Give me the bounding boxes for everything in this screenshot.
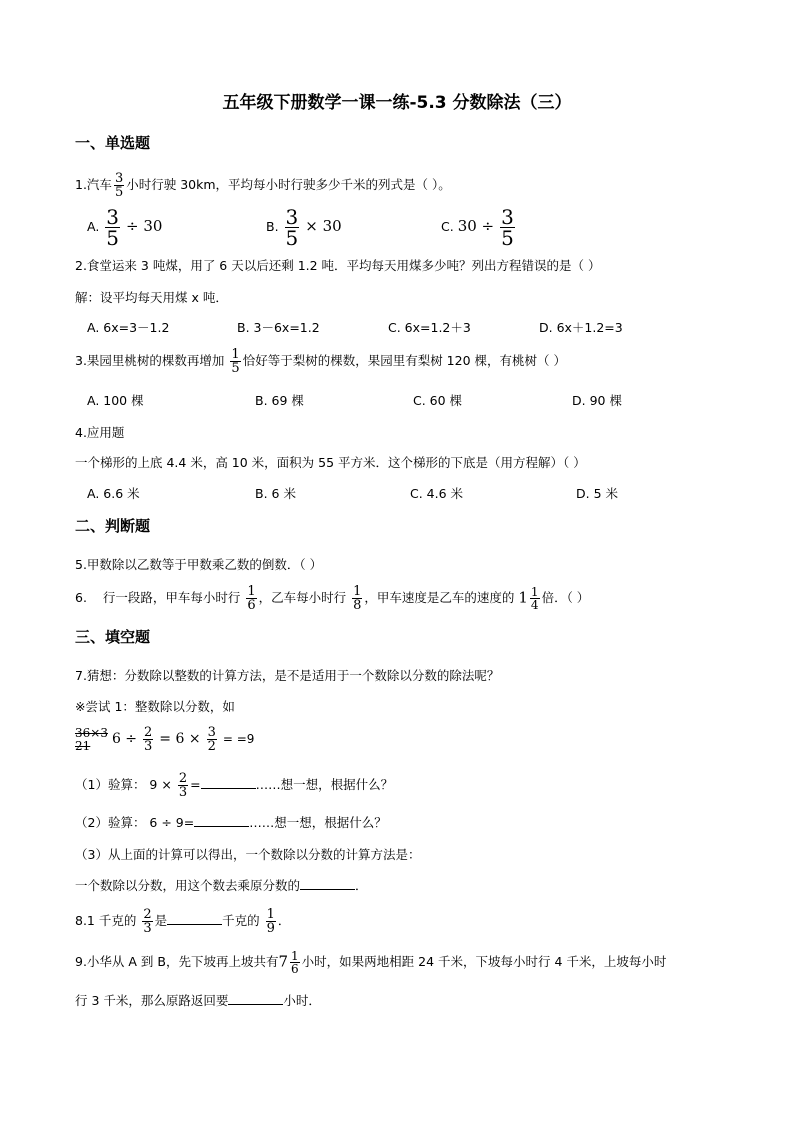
q1-option-b-fraction: $\frac{3}{5}$ (285, 205, 299, 250)
q7-check-1-equals: = (190, 777, 201, 792)
question-2-stem: 2.食堂运来 3 吨煤，用了 6 天以后还剩 1.2 吨．平均每天用煤多少吨？列出方程错误的是（ ） (75, 258, 601, 273)
q7-blank-2[interactable] (194, 814, 249, 827)
q9-line2-pre: 行 3 千米，那么原路返回要 (75, 993, 229, 1008)
q8-stem-post: ． (277, 913, 291, 928)
q2-option-b[interactable]: B. 3－6x=1.2 (237, 320, 320, 335)
q7-conclusion-fill (75, 876, 368, 894)
q3-option-c[interactable]: C. 60 棵 (413, 393, 463, 408)
q7-check-2-tail: ……想一想，根据什么？ (249, 815, 387, 830)
question-4-stem: 一个梯形的上底 4.4 米，高 10 米，面积为 55 平方米．这个梯形的下底是（用方程解）（ ） (75, 455, 586, 470)
q7-check-1-pre: （1）验算： 9 × (75, 777, 172, 792)
question-7-example (75, 726, 254, 753)
q1-option-b[interactable] (266, 207, 342, 248)
q7-fraction-2: $\frac{3}{2}$ (207, 725, 216, 754)
q7-conclusion-pre: 一个数除以分数，用这个数去乘原分数的 (75, 878, 301, 893)
question-4-head: 4.应用题 (75, 425, 125, 440)
q1-stem-pre: 1.汽车 (75, 177, 112, 192)
q1-option-b-label: B. (266, 219, 279, 234)
q8-fraction-2: $\frac{1}{9}$ (266, 907, 275, 936)
q1-option-a[interactable] (87, 207, 162, 248)
q3-stem-pre: 3.果园里桃树的棵数再增加 (75, 353, 225, 368)
question-5: 5.甲数除以乙数等于甲数乘乙数的倒数．（ ） (75, 557, 323, 572)
q6-mixed-number: 1 $\frac{1}{4}$ (518, 585, 539, 612)
q7-struck-stack: 36×3 21 (75, 725, 108, 753)
q3-option-b[interactable]: B. 69 棵 (255, 393, 304, 408)
q3-fraction: $\frac{1}{5}$ (231, 347, 240, 376)
q7-expr-1: 6 ÷ (111, 731, 138, 747)
q7-fraction-1: $\frac{2}{3}$ (144, 725, 153, 754)
q1-option-a-expr: ÷ 30 (126, 217, 163, 235)
q8-fraction-1: $\frac{2}{3}$ (143, 907, 152, 936)
question-7-try: ※尝试 1：整数除以分数，如 (75, 699, 235, 714)
q7-expr-2: = 6 × (159, 731, 201, 747)
q1-option-a-label: A. (87, 219, 100, 234)
q1-option-c-fraction: $\frac{3}{5}$ (501, 205, 514, 250)
q2-option-c[interactable]: C. 6x=1.2＋3 (388, 320, 471, 335)
q1-fraction: $\frac{3}{5}$ (114, 171, 124, 200)
q1-option-c-expr: 30 ÷ (457, 217, 495, 235)
section-heading-fill-blank: 三、填空题 (75, 628, 151, 646)
q7-check-2 (75, 813, 387, 831)
q7-check-1 (75, 772, 393, 799)
q7-conclusion-post: ． (355, 878, 368, 893)
q6-stem-post: 倍．（ ） (541, 590, 590, 605)
q8-stem-mid2: 千克的 (222, 913, 260, 928)
q8-stem-mid: 是 (154, 913, 168, 928)
question-2-solution: 解：设平均每天用煤 x 吨． (75, 290, 228, 305)
section-heading-true-false: 二、判断题 (75, 517, 151, 535)
q9-mixed-number: 7 $\frac{1}{6}$ (278, 949, 299, 976)
section-heading-single-choice: 一、单选题 (75, 134, 151, 152)
question-7-stem: 7.猜想：分数除以整数的计算方法，是不是适用于一个数除以分数的除法呢？ (75, 668, 500, 683)
q6-stem-mid2: ，甲车速度是乙车的速度的 (364, 590, 515, 605)
question-8 (75, 908, 290, 935)
question-6 (75, 585, 589, 612)
q6-stem-pre: 6. 行一段路，甲车每小时行 (75, 590, 241, 605)
q9-stem-post: 小时，如果两地相距 24 千米，下坡每小时行 4 千米，上坡每小时 (301, 954, 667, 969)
q7-expr-3: = =9 (222, 732, 255, 746)
q1-option-b-expr: × 30 (305, 217, 342, 235)
q9-stem-pre: 9.小华从 A 到 B，先下坡再上坡共有 (75, 954, 279, 969)
q3-stem-post: 恰好等于梨树的棵数，果园里有梨树 120 棵，有桃树（ ） (242, 353, 566, 368)
question-3 (75, 348, 566, 375)
q7-check-1-fraction: $\frac{2}{3}$ (178, 771, 188, 800)
question-9-line-2 (75, 991, 321, 1009)
q9-blank[interactable] (228, 992, 283, 1005)
question-9-line-1 (75, 950, 666, 975)
q4-option-a[interactable]: A. 6.6 米 (87, 486, 140, 501)
q3-option-d[interactable]: D. 90 棵 (572, 393, 622, 408)
q1-stem-post: 小时行驶 30km，平均每小时行驶多少千米的列式是（ ）。 (126, 177, 451, 192)
q7-check-1-tail: ……想一想，根据什么？ (255, 777, 394, 792)
q7-blank-1[interactable] (201, 776, 256, 789)
q6-fraction-1: $\frac{1}{6}$ (247, 584, 256, 613)
q4-option-b[interactable]: B. 6 米 (255, 486, 296, 501)
question-1 (75, 172, 451, 199)
q8-stem-pre: 8.1 千克的 (75, 913, 137, 928)
q8-blank[interactable] (167, 912, 222, 925)
q7-check-2-pre: （2）验算： 6 ÷ 9= (75, 815, 195, 830)
q6-stem-mid: ，乙车每小时行 (258, 590, 347, 605)
q1-option-c-label: C. (441, 219, 454, 234)
q4-option-d[interactable]: D. 5 米 (576, 486, 618, 501)
page-title: 五年级下册数学一课一练-5.3 分数除法（三） (222, 93, 572, 113)
q1-option-c[interactable] (441, 207, 517, 248)
q6-fraction-2: $\frac{1}{8}$ (353, 584, 362, 613)
q1-option-a-fraction: $\frac{3}{5}$ (106, 205, 120, 250)
q2-option-a[interactable]: A. 6x=3－1.2 (87, 320, 170, 335)
q7-blank-3[interactable] (300, 877, 355, 890)
q3-option-a[interactable]: A. 100 棵 (87, 393, 144, 408)
q2-option-d[interactable]: D. 6x＋1.2=3 (539, 320, 623, 335)
q9-line2-post: 小时． (283, 993, 321, 1008)
q7-conclusion: （3）从上面的计算可以得出，一个数除以分数的计算方法是： (75, 847, 421, 862)
q4-option-c[interactable]: C. 4.6 米 (410, 486, 464, 501)
